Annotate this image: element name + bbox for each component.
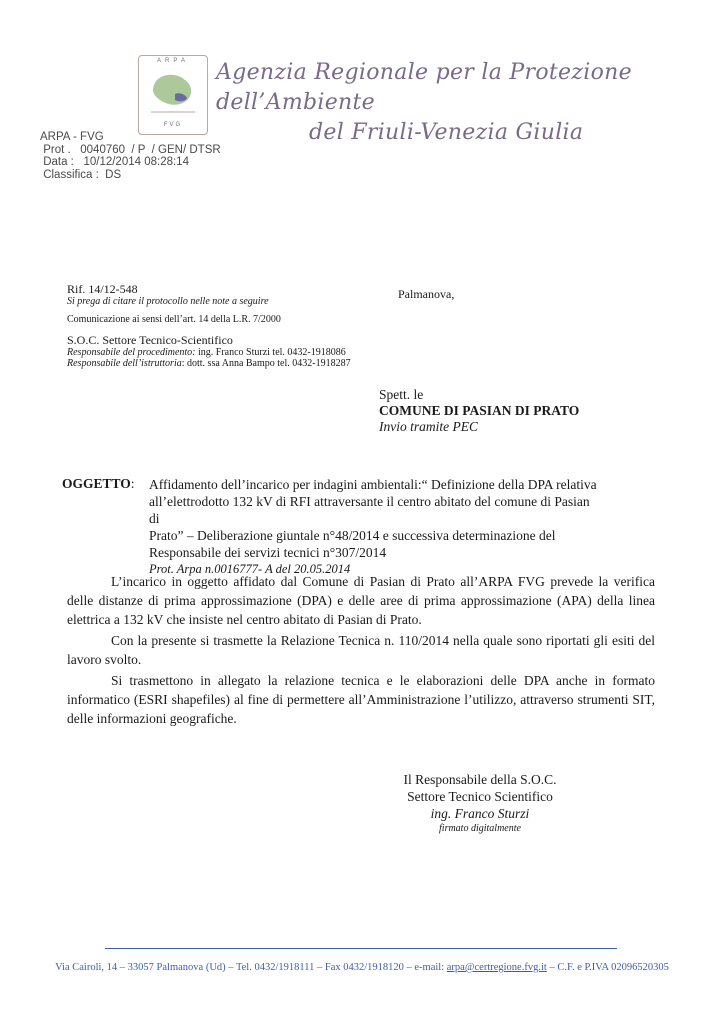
body-paragraph: Si trasmettono in allegato la relazione tecnica e le elaborazioni delle DPA anche in formato informatico (ESRI shapefiles) al fine di permettere all’Amministrazione l’utilizzo, attraverso strumenti SIT, delle informazioni geografiche. [67, 673, 655, 726]
region-map-icon [145, 68, 201, 120]
responsible-instruction-value: : dott. ssa Anna Bampo tel. 0432-1918287 [181, 358, 351, 369]
agency-title-line1: Agenzia Regionale per la Protezione dell’Ambiente [216, 60, 632, 115]
recipient-name: COMUNE DI PASIAN DI PRATO [379, 403, 580, 418]
body-paragraph: L’incarico in oggetto affidato dal Comune di Pasian di Prato all’ARPA FVG prevede la verifica delle distanze di prima approssimazione (DPA) e delle aree di prima approssimazione (APA) della linea elettrica a 132 kV che insiste nel centro abitato di Pasian di Prato. [67, 574, 655, 627]
signature-block [380, 771, 580, 835]
protocol-classification: Classifica : DS [40, 168, 122, 181]
signature-department: Settore Tecnico Scientifico [407, 789, 553, 804]
footer-divider [105, 948, 617, 949]
subject-protocol-reference: Prot. Arpa n.0016777- A del 20.05.2014 [149, 562, 351, 576]
subject-line: Prato” – Deliberazione giuntale n°48/2014 e successiva determinazione del [149, 528, 556, 543]
signature-name: ing. Franco Sturzi [430, 806, 530, 821]
body-paragraph: Con la presente si trasmette la Relazione Tecnica n. 110/2014 nella quale sono riportati gli esiti del lavoro svolto. [67, 633, 655, 667]
department-name: S.O.C. Settore Tecnico-Scientifico [67, 333, 233, 347]
logo-bottom-text: FVG [163, 122, 183, 128]
responsible-procedure-label: Responsabile del procedimento: [67, 347, 196, 358]
agency-title-line2: del Friuli-Venezia Giulia [309, 120, 584, 145]
recipient-block [379, 387, 579, 435]
subject-line: Affidamento dell’incarico per indagini ambientali:“ Definizione della DPA relativa [149, 477, 597, 492]
subject-line: all’elettrodotto 132 kV di RFI attraversante il centro abitato del comune di Pasian di [149, 494, 590, 526]
subject-label: OGGETTO: [62, 476, 135, 491]
reference-note: Si prega di citare il protocollo nelle note a seguire [67, 296, 269, 307]
responsible-procedure-value: ing. Franco Sturzi tel. 0432-1918086 [195, 347, 346, 358]
responsible-instruction-label: Responsabile dell’istruttoria [67, 358, 182, 369]
footer-address: Via Cairoli, 14 – 33057 Palmanova (Ud) – Tel. 0432/1918111 – Fax 0432/1918120 – e-mail: [55, 962, 447, 973]
responsible-procedure [67, 347, 346, 358]
agency-title [212, 58, 632, 148]
subject-text [149, 476, 599, 578]
recipient-greeting: Spett. le [379, 387, 424, 402]
recipient-delivery: Invio tramite PEC [379, 419, 478, 434]
footer-contact [0, 962, 724, 973]
responsible-instruction [67, 358, 351, 369]
protocol-date: Data : 10/12/2014 08:28:14 [40, 156, 189, 168]
protocol-org: ARPA - FVG [40, 131, 104, 143]
protocol-number: Prot . 0040760 / P / GEN/ DTSR [40, 143, 221, 156]
subject-line: Responsabile dei servizi tecnici n°307/2014 [149, 545, 387, 560]
arpa-logo [138, 55, 208, 135]
signature-note: firmato digitalmente [439, 823, 521, 834]
reference-number: Rif. 14/12-548 [67, 282, 138, 296]
logo-top-text: ARPA [157, 58, 189, 64]
communication-notice: Comunicazione ai sensi dell’art. 14 della L.R. 7/2000 [67, 314, 281, 325]
protocol-stamp [40, 131, 221, 181]
footer-email-link[interactable]: arpa@certregione.fvg.it [446, 962, 547, 973]
footer-tax-id: – C.F. e P.IVA 02096520305 [546, 962, 669, 973]
place-date: Palmanova, [398, 287, 455, 301]
signature-role: Il Responsabile della S.O.C. [403, 772, 557, 787]
